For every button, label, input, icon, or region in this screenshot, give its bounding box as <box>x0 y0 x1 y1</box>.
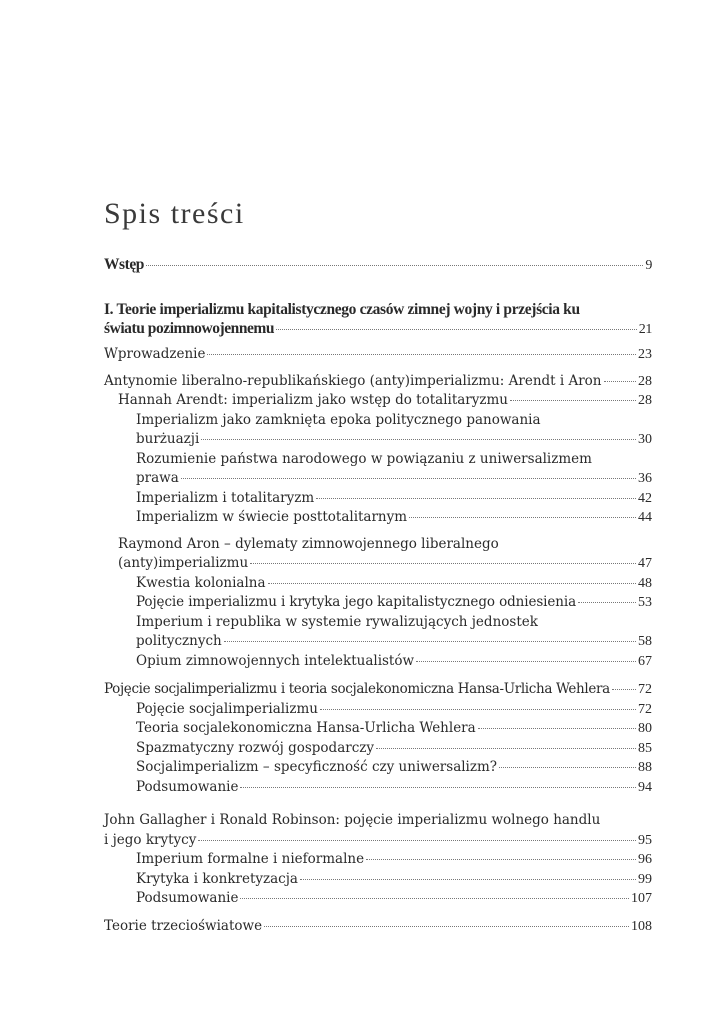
toc-entry-title: i jego krytycy <box>104 831 197 848</box>
dot-leader <box>416 661 636 662</box>
dot-leader <box>366 859 636 860</box>
toc-page-number: 58 <box>638 634 652 649</box>
toc-entry[interactable] <box>104 574 652 594</box>
toc-entry[interactable] <box>104 719 652 739</box>
toc-entry-title: Hannah Arendt: imperializm jako wstęp do totalitaryzmu <box>118 392 508 408</box>
toc-page-number: 9 <box>645 258 652 273</box>
dot-leader <box>478 728 636 729</box>
toc-entry-title: burżuazji <box>136 431 200 447</box>
toc-entry[interactable] <box>104 889 652 909</box>
toc-page-number: 23 <box>638 347 652 362</box>
dot-leader <box>320 709 636 710</box>
dot-leader <box>612 689 636 690</box>
toc-page-number: 28 <box>638 393 652 408</box>
toc-entry-title: Krytyka i konkretyzacja <box>136 870 298 887</box>
toc-page-number: 42 <box>638 490 652 506</box>
toc-entry-title: Pojęcie imperializmu i krytyka jego kapitalistycznego odniesienia <box>136 594 577 610</box>
toc-entry-title: politycznych <box>136 633 222 649</box>
toc-page-number: 36 <box>638 471 652 486</box>
table-of-contents <box>104 250 652 936</box>
toc-entry[interactable] <box>104 613 652 652</box>
toc-entry-title: Wprowadzenie <box>104 346 206 362</box>
dot-leader <box>224 641 636 642</box>
toc-entry-title: Socjalimperializm – specyficzność czy uniwersalizm? <box>136 759 498 775</box>
toc-entry-title: Teoria socjalekonomiczna Hansa-Urlicha Wehlera <box>136 720 476 736</box>
dot-leader <box>578 602 636 603</box>
dot-leader <box>146 265 643 266</box>
toc-entry-title-line: I. Teorie imperializmu kapitalistycznego czasów zimnej wojny i przejścia ku <box>104 301 580 318</box>
toc-page-number: 53 <box>638 595 652 610</box>
toc-entry[interactable] <box>104 345 652 365</box>
toc-entry-title: Opium zimnowojennych intelektualistów <box>136 652 415 669</box>
toc-entry-title: Podsumowanie <box>136 778 239 795</box>
dot-leader <box>604 381 636 382</box>
dot-leader <box>240 898 629 899</box>
dot-leader <box>376 748 636 749</box>
toc-entry-title-line: Imperium i republika w systemie rywalizujących jednostek <box>136 613 538 630</box>
toc-entry-title: Imperializm i totalitaryzm <box>136 489 315 506</box>
toc-entry-title-line: Imperializm jako zamknięta epoka politycznego panowania <box>136 411 541 428</box>
toc-page-number: 72 <box>638 701 652 717</box>
toc-entry[interactable] <box>104 391 652 411</box>
toc-entry[interactable] <box>104 411 652 450</box>
toc-page-number: 88 <box>638 760 652 775</box>
dot-leader <box>268 583 636 584</box>
toc-page-number: 95 <box>638 832 652 848</box>
dot-leader <box>201 439 636 440</box>
toc-entry-title: Imperium formalne i nieformalne <box>136 851 365 867</box>
dot-leader <box>264 926 629 927</box>
toc-entry[interactable] <box>104 680 652 700</box>
toc-entry-title: Teorie trzecioświatowe <box>104 917 263 934</box>
dot-leader <box>300 879 636 880</box>
toc-entry-title: (anty)imperializmu <box>118 555 249 571</box>
dot-leader <box>181 478 636 479</box>
toc-page-number: 72 <box>638 682 652 697</box>
toc-entry-title: Podsumowanie <box>136 890 239 906</box>
toc-page-number: 107 <box>631 891 652 906</box>
toc-page-number: 21 <box>638 322 652 337</box>
dot-leader <box>250 563 636 564</box>
toc-page-number: 96 <box>638 852 652 867</box>
toc-entry-title: Kwestia kolonialna <box>136 574 266 591</box>
toc-page-number: 28 <box>638 373 652 389</box>
toc-entry[interactable] <box>104 255 652 275</box>
toc-entry[interactable] <box>104 778 652 798</box>
toc-page-number: 67 <box>638 653 652 669</box>
toc-entry-title: Antynomie liberalno-republikańskiego (anty)imperializmu: Arendt i Aron <box>104 372 602 389</box>
dot-leader <box>207 354 636 355</box>
toc-entry-title: prawa <box>136 470 179 486</box>
toc-entry[interactable] <box>104 652 652 672</box>
toc-page-number: 80 <box>638 721 652 736</box>
dot-leader <box>499 767 636 768</box>
toc-entry[interactable] <box>104 372 652 392</box>
toc-entry-title-line: John Gallagher i Ronald Robinson: pojęcie imperializmu wolnego handlu <box>104 812 601 828</box>
toc-entry-title-line: Rozumienie państwa narodowego w powiązaniu z uniwersalizmem <box>136 450 592 467</box>
toc-entry[interactable] <box>104 300 652 339</box>
toc-entry-title: Wstęp <box>104 256 144 273</box>
toc-entry[interactable] <box>104 758 652 778</box>
dot-leader <box>316 498 636 499</box>
toc-entry-title: światu pozimnowojennemu <box>104 320 275 337</box>
toc-entry[interactable] <box>104 535 652 574</box>
toc-page-number: 30 <box>638 432 652 447</box>
toc-entry-title: Spazmatyczny rozwój gospodarczy <box>136 739 375 756</box>
toc-entry[interactable] <box>104 850 652 870</box>
toc-entry[interactable] <box>104 811 652 850</box>
toc-entry[interactable] <box>104 593 652 613</box>
toc-entry[interactable] <box>104 739 652 759</box>
toc-page-number: 108 <box>631 918 652 934</box>
toc-entry-title: Pojęcie socjalimperializmu <box>136 700 318 717</box>
dot-leader <box>240 787 636 788</box>
toc-entry-title: Imperializm w świecie posttotalitarnym <box>136 509 408 525</box>
dot-leader <box>510 400 636 401</box>
toc-page-number: 99 <box>638 871 652 887</box>
page-title: Spis treści <box>104 197 245 230</box>
toc-entry[interactable] <box>104 917 652 937</box>
toc-entry[interactable] <box>104 489 652 509</box>
toc-page-number: 94 <box>638 779 652 795</box>
toc-page-number: 44 <box>638 510 652 525</box>
toc-entry-title: Pojęcie socjalimperializmu i teoria socjalekonomiczna Hansa-Urlicha Wehlera <box>104 681 610 697</box>
toc-entry[interactable] <box>104 870 652 890</box>
toc-entry[interactable] <box>104 450 652 489</box>
toc-page-number: 48 <box>638 575 652 591</box>
dot-leader <box>276 329 637 330</box>
dot-leader <box>409 517 636 518</box>
toc-entry-title-line: Raymond Aron – dylematy zimnowojennego liberalnego <box>118 535 499 552</box>
dot-leader <box>198 840 636 841</box>
toc-entry[interactable] <box>104 508 652 528</box>
toc-page-number: 85 <box>638 740 652 756</box>
toc-entry[interactable] <box>104 700 652 720</box>
toc-page-number: 47 <box>638 556 652 571</box>
